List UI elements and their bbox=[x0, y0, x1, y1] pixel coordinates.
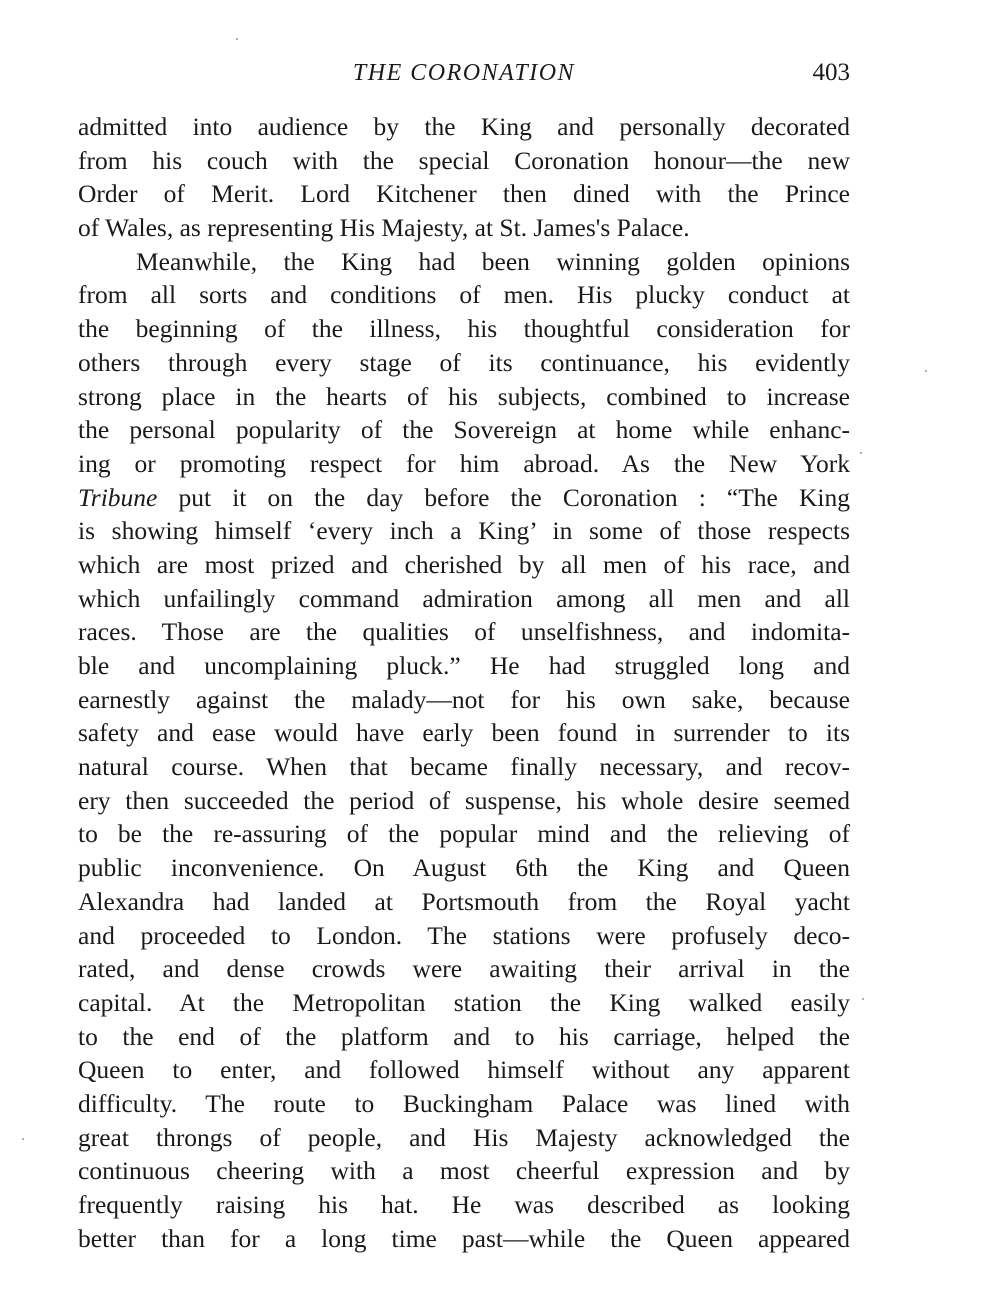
scan-speck bbox=[925, 370, 927, 372]
scan-speck bbox=[860, 452, 862, 454]
text-line-with-italic bbox=[78, 481, 850, 515]
page-header bbox=[78, 56, 850, 90]
text-line: ing or promoting respect for him abroad. As the New York bbox=[78, 448, 850, 478]
text-line: the personal popularity of the Sovereign at home while enhanc- bbox=[78, 415, 850, 445]
text-line: strong place in the hearts of his subjects, combined to increase bbox=[78, 381, 850, 411]
text-line: earnestly against the malady—not for his own sake, because bbox=[78, 684, 850, 714]
text-line: Meanwhile, the King had been winning golden opinions bbox=[136, 246, 850, 276]
text-line: difficulty. The route to Buckingham Palace was lined with bbox=[78, 1088, 850, 1118]
text-line: others through every stage of its continuance, his evidently bbox=[78, 347, 850, 377]
running-title: THE CORONATION bbox=[352, 60, 576, 86]
text-line: Alexandra had landed at Portsmouth from the Royal yacht bbox=[78, 886, 850, 916]
text-line: frequently raising his hat. He was described as looking bbox=[78, 1190, 850, 1219]
text-line: admitted into audience by the King and personally decorated bbox=[78, 112, 850, 141]
text-line: to be the re-assuring of the popular mind and the relieving of bbox=[78, 819, 850, 849]
text-line: ery then succeeded the period of suspense, his whole desire seemed bbox=[78, 785, 850, 815]
text-line: ble and uncomplaining pluck.” He had struggled long and bbox=[78, 651, 850, 680]
text-line: which unfailingly command admiration among all men and all bbox=[78, 583, 850, 613]
text-line: from all sorts and conditions of men. His plucky conduct at bbox=[78, 280, 850, 310]
italic-title: Tribune bbox=[78, 482, 158, 512]
text-line-rest: put it on the day before the Coronation : “The King bbox=[157, 482, 850, 512]
scan-speck bbox=[22, 1138, 24, 1140]
text-line: continuous cheering with a most cheerful expression and by bbox=[78, 1156, 850, 1186]
text-line: Order of Merit. Lord Kitchener then dined with the Prince bbox=[78, 179, 850, 209]
page-number: 403 bbox=[812, 59, 850, 86]
text-line: is showing himself ‘every inch a King’ in some of those respects bbox=[78, 516, 850, 546]
scan-speck bbox=[236, 38, 238, 40]
body-text bbox=[78, 110, 850, 1255]
text-line: races. Those are the qualities of unselfishness, and indomita- bbox=[78, 617, 850, 647]
text-line: and proceeded to London. The stations were profusely deco- bbox=[78, 920, 850, 950]
text-line: Queen to enter, and followed himself without any apparent bbox=[78, 1055, 850, 1085]
text-line: rated, and dense crowds were awaiting their arrival in the bbox=[78, 954, 850, 984]
text-line: of Wales, as representing His Majesty, at St. James's Palace. bbox=[78, 213, 690, 243]
text-line: capital. At the Metropolitan station the King walked easily bbox=[78, 987, 850, 1017]
text-line: the beginning of the illness, his thoughtful consideration for bbox=[78, 314, 850, 344]
text-line: natural course. When that became finally necessary, and recov- bbox=[78, 752, 850, 782]
text-line: which are most prized and cherished by all men of his race, and bbox=[78, 549, 850, 579]
text-line: to the end of the platform and to his carriage, helped the bbox=[78, 1021, 850, 1051]
text-line: from his couch with the special Coronation honour—the new bbox=[78, 145, 850, 175]
text-line: great throngs of people, and His Majesty acknowledged the bbox=[78, 1122, 850, 1152]
text-line: better than for a long time past—while the Queen appeared bbox=[78, 1223, 850, 1253]
text-line: public inconvenience. On August 6th the King and Queen bbox=[78, 853, 850, 883]
scan-speck bbox=[862, 998, 864, 1000]
text-line: safety and ease would have early been found in surrender to its bbox=[78, 718, 850, 748]
